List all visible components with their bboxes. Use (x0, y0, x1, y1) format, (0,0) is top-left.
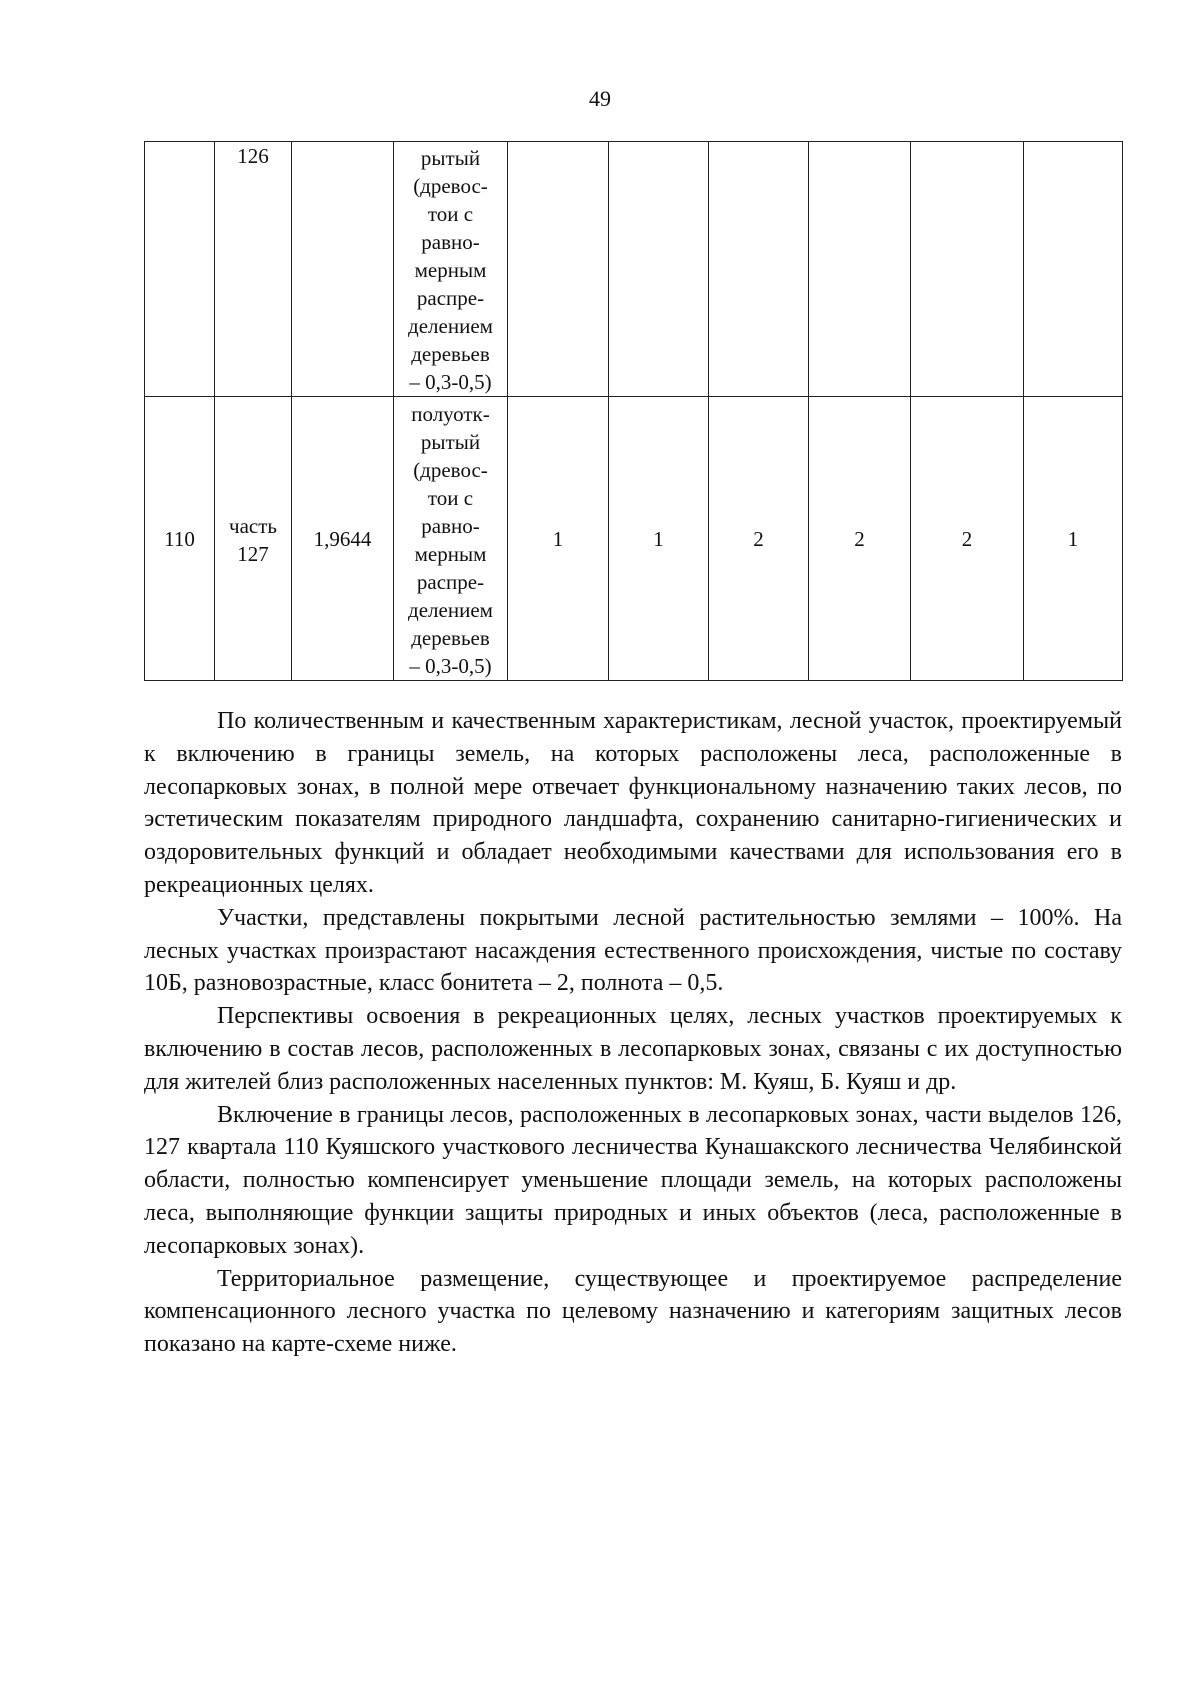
table-cell-quarter: 110 (145, 397, 215, 681)
table-row (145, 397, 1123, 681)
paragraph: По количественным и качественным характеристикам, лесной участок, проектируемый к включению в границы земель, на которых расположены леса, расположенные в лесопарковых зонах, в полной мере отвечает функциональному назначению таких лесов, по эстетическим показателям природного ландшафта, сохранению санитарно-гигиенических и оздоровительных функций и обладает необходимыми качествами для использования его в рекреационных целях. (144, 708, 1122, 898)
body-text (144, 705, 1122, 1361)
table-cell-value (709, 142, 809, 397)
paragraph: Участки, представлены покрытыми лесной растительностью землями – 100%. На лесных участках произрастают насаждения естественного происхождения, чистые по составу 10Б, разновозрастные, класс бонитета – 2, полнота – 0,5. (144, 904, 1122, 997)
table-cell-value (508, 142, 609, 397)
table-cell-value (609, 142, 709, 397)
table-cell-value: 2 (809, 397, 911, 681)
page-number: 49 (589, 86, 611, 111)
paragraph: Включение в границы лесов, расположенных в лесопарковых зонах, части выделов 126, 127 квартала 110 Куяшского участкового лесничества Кунашакского лесничества Челябинской области, полностью компенсирует уменьшение площади земель, на которых расположены леса, выполняющие функции защиты природных и иных объектов (леса, расположенные в лесопарковых зонах). (144, 1101, 1122, 1259)
table-cell-value (809, 142, 911, 397)
data-table (144, 141, 1123, 681)
table-cell-quarter (145, 142, 215, 397)
paragraph: Перспективы освоения в рекреационных целях, лесных участков проектируемых к включению в состав лесов, расположенных в лесопарковых зонах, связаны с их доступностью для жителей близ расположенных населенных пунктов: М. Куяш, Б. Куяш и др. (144, 1003, 1122, 1095)
table-cell-area (292, 142, 394, 397)
table-cell-description: полуотк- рытый (древос- тои с равно- мерным распре- делением деревьев – 0,3-0,5) (394, 397, 508, 681)
table-row (145, 142, 1123, 397)
table-cell-allotment: часть 127 (215, 397, 292, 681)
paragraph: Территориальное размещение, существующее и проектируемое распределение компенсационного лесного участка по целевому назначению и категориям защитных лесов показано на карте-схеме ниже. (144, 1265, 1122, 1358)
table-cell-value: 2 (911, 397, 1024, 681)
table-cell-value: 1 (1024, 397, 1123, 681)
table-cell-value: 2 (709, 397, 809, 681)
table-cell-value: 1 (508, 397, 609, 681)
table-cell-allotment: 126 (215, 142, 292, 397)
table-cell-area: 1,9644 (292, 397, 394, 681)
table-cell-value: 1 (609, 397, 709, 681)
table-cell-value (1024, 142, 1123, 397)
table-cell-description: рытый (древос- тои с равно- мерным распре- делением деревьев – 0,3-0,5) (394, 142, 508, 397)
table-cell-value (911, 142, 1024, 397)
